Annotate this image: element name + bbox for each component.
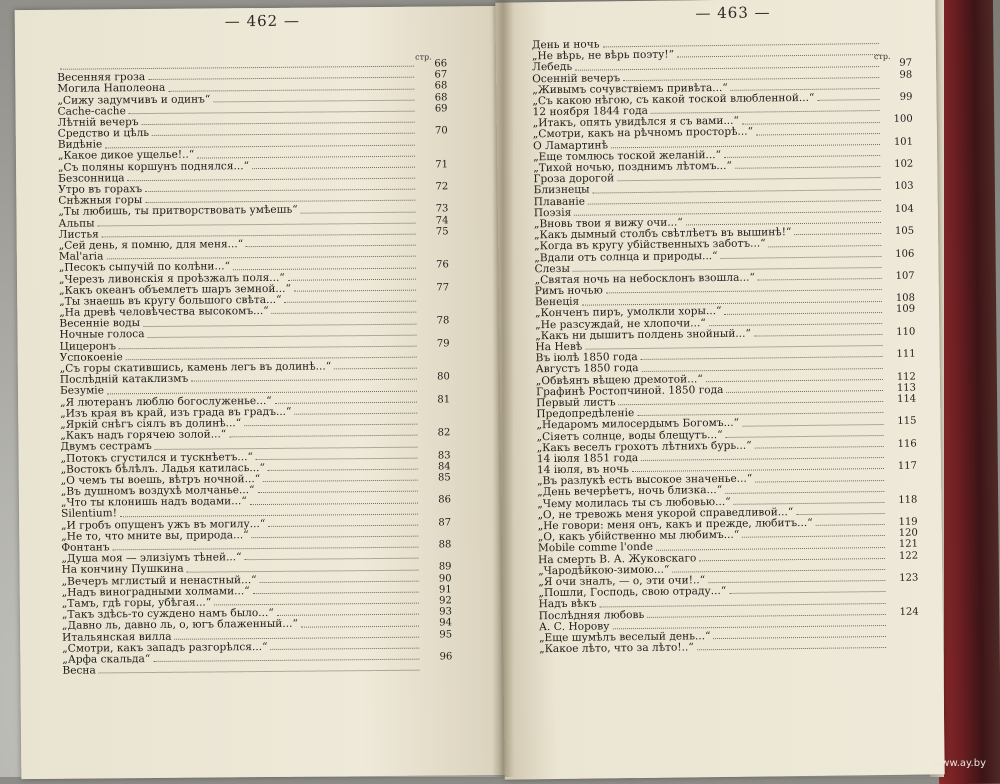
toc-entry-title: Весна [62, 666, 95, 677]
toc-entry-title: „О, не тревожь меня укорой справедливой...“ [537, 507, 793, 521]
dot-leader [288, 272, 416, 280]
toc-page-number: 78 [419, 316, 449, 327]
dot-leader [721, 250, 882, 259]
toc-entry-title: „Въ душномъ воздухѣ молчанье...“ [61, 485, 255, 498]
toc-entry-title: Цицеронъ [60, 341, 116, 353]
toc-entry-title: Безуміе [60, 386, 104, 398]
toc-entry-title: Графинѣ Ростопчиной. 1850 года [536, 385, 724, 398]
dot-leader [641, 451, 884, 461]
dot-leader [632, 462, 884, 472]
toc-page-number: 84 [421, 461, 451, 472]
toc-page-number: 116 [887, 438, 917, 450]
dot-leader [713, 630, 886, 639]
dot-leader [755, 474, 884, 483]
toc-entry [539, 640, 919, 656]
toc-page-number: 122 [888, 550, 918, 562]
toc-page-number: 112 [886, 371, 916, 383]
toc-entry-title: 14 іюля 1851 года [537, 453, 638, 465]
toc-entry-title: „Сіяетъ солнце, воды блещутъ...“ [537, 430, 723, 443]
toc-page-number: 124 [889, 606, 919, 618]
column-label: стр. [874, 52, 891, 61]
toc-page-number: 74 [418, 215, 448, 226]
dot-leader [153, 653, 419, 662]
toc-entry-title: Слезы [534, 264, 569, 276]
dot-leader [742, 418, 883, 427]
dot-leader [592, 183, 880, 194]
dot-leader [756, 127, 880, 136]
toc-entry-title: „Я лютеранъ люблю богослуженье...“ [60, 396, 272, 409]
dot-leader [816, 518, 885, 526]
toc-entry-title: А. С. Норову [539, 621, 610, 633]
dot-leader [105, 138, 415, 148]
toc-page-number: 70 [418, 125, 448, 136]
dot-leader [637, 406, 883, 416]
toc-page-number: 111 [886, 349, 916, 361]
toc-entry-title: „Конченъ пиръ, умолкли хоры...“ [535, 306, 722, 319]
dot-leader [268, 463, 418, 471]
dot-leader [769, 239, 882, 247]
toc-page-number: 98 [882, 69, 912, 81]
dot-leader [233, 261, 416, 270]
toc-entry-title: Первый листъ [536, 397, 616, 409]
dot-leader [301, 619, 419, 627]
dot-leader [574, 205, 881, 216]
dot-leader [758, 272, 882, 281]
toc-page-number: 95 [422, 629, 452, 640]
toc-entry-title: Поэзія [534, 208, 572, 220]
toc-page-number: 121 [888, 539, 918, 551]
toc-entry-title: Осенній вечеръ [532, 73, 620, 85]
dot-leader [699, 552, 885, 561]
toc-page-number: 75 [419, 226, 449, 237]
dot-leader [697, 641, 886, 650]
toc-entry-title: „Тамъ, гдѣ горы, убѣгая...“ [62, 597, 211, 610]
dot-leader [277, 608, 419, 616]
dot-leader [256, 451, 418, 459]
toc-page-number: 79 [420, 338, 450, 349]
dot-leader [268, 519, 418, 527]
toc-page-number: 86 [421, 495, 451, 506]
dot-leader [257, 485, 417, 493]
dot-leader [755, 440, 884, 449]
dot-leader [641, 350, 883, 360]
dot-leader [60, 60, 414, 70]
toc-entry-title: Mal'aria [59, 252, 104, 264]
dot-leader [708, 574, 885, 583]
toc-entry-title: „Песокъ сыпучій по колѣни...“ [59, 262, 230, 275]
toc-page-number: 97 [882, 58, 912, 70]
dot-leader [120, 507, 418, 517]
toc-entry-title: „Давно ль, давно ль, о, югъ блаженный...“ [62, 619, 298, 632]
dot-leader [97, 216, 415, 226]
toc-page-number: 82 [420, 428, 450, 439]
dot-leader [253, 586, 419, 594]
toc-page-number: 66 [417, 58, 447, 69]
dot-leader [706, 373, 883, 382]
toc-page-number: 106 [884, 248, 914, 260]
dot-leader [742, 529, 885, 538]
toc-page-number: 72 [418, 181, 448, 192]
dot-leader [754, 328, 883, 337]
dot-leader [725, 485, 884, 494]
toc-entry-title: „И гробъ опущенъ ужъ въ могилу...“ [61, 519, 265, 532]
toc-page-number: 120 [888, 528, 918, 540]
right-page [495, 0, 944, 780]
dot-leader [213, 93, 414, 102]
toc-entry-title: „Какое лѣто, что за лѣто!..“ [539, 642, 694, 655]
dot-leader [197, 149, 415, 158]
dot-leader [155, 440, 418, 449]
dot-leader [275, 395, 417, 403]
toc-entry-title: „Смотри, какъ западъ разгорѣлся...“ [62, 642, 267, 655]
toc-entry-title: „Еще томлюсь тоской желаній...“ [533, 150, 721, 163]
toc-entry-title: Лебедь [532, 62, 572, 74]
toc-page-number: 96 [422, 651, 452, 662]
toc-entry-title: „Какъ веселъ грохотъ лѣтнихъ бурь...“ [537, 440, 752, 454]
dot-leader [126, 351, 417, 361]
dot-leader [145, 194, 415, 203]
toc-entry-title: „Не говори: меня онъ, какъ и прежде, любитъ...“ [538, 518, 813, 533]
toc-entry-title: „Душа моя — элизіумъ тѣней...“ [61, 552, 241, 565]
toc-entry-title: „Какъ дымный столбъ свѣтлѣетъ въ вышинѣ!“ [534, 227, 791, 241]
toc-entry-title: „Чародѣйкою-зимою...“ [538, 564, 669, 577]
toc-entry-title: „О чемъ ты воешь, вѣтръ ночной...“ [61, 474, 260, 487]
dot-leader [129, 105, 415, 114]
dot-leader [145, 183, 415, 192]
dot-leader [102, 228, 416, 238]
toc-page-number: 91 [422, 584, 452, 595]
toc-entry-title: Плаваніе [534, 196, 585, 208]
dot-leader [647, 608, 886, 618]
dot-leader [270, 642, 419, 650]
dot-leader [794, 227, 881, 235]
toc-entry-title: „Ты любишь, ты притворствовать умѣешь“ [58, 205, 297, 218]
book-gutter [492, 0, 514, 777]
toc-entry-title: „День вечерѣетъ, ночь близка...“ [537, 485, 722, 498]
toc-page-number: 103 [883, 181, 913, 193]
dot-leader [623, 71, 879, 81]
dot-leader [272, 306, 417, 314]
toc-page-number: 107 [885, 271, 915, 283]
dot-leader [113, 541, 419, 551]
toc-entry-title: „Не то, что мните вы, природа...“ [61, 530, 248, 543]
toc-page-number: 109 [885, 304, 915, 316]
toc-page-number: 69 [417, 103, 447, 114]
toc-entry-title: Успокоеніе [60, 352, 123, 364]
toc-entry-title: „Съ горы скатившись, камень легъ въ долинѣ...“ [60, 361, 331, 375]
toc-entry-title: „Я очи зналъ, — о, эти очи!..“ [538, 575, 705, 588]
dot-leader [334, 362, 417, 370]
toc-entry-title: Надъ вѣкъ [539, 599, 597, 611]
toc-page-number: 80 [420, 372, 450, 383]
toc-entry-title: „Не разсуждай, не хлопочи...“ [535, 318, 706, 331]
dot-leader [602, 37, 878, 47]
toc-entry-title: О Ламартинѣ [533, 140, 608, 152]
toc-entry-title: „Сижу задумчивъ и одинъ“ [57, 94, 210, 107]
toc-entry-title: „Потокъ сгустился и тускнѣетъ...“ [61, 452, 253, 465]
toc-entry-title: „Когда въ кругу убійственныхъ заботъ...“ [534, 239, 765, 253]
toc-page-number: 100 [883, 114, 913, 126]
dot-leader [128, 172, 416, 182]
toc-entry-title: Близнецы [534, 185, 590, 197]
toc-page-number: 117 [887, 461, 917, 473]
dot-leader [142, 116, 415, 125]
toc-page-number: 94 [422, 618, 452, 629]
toc-page-number: 105 [884, 226, 914, 238]
toc-entry-title: На Невѣ [535, 342, 582, 354]
toc-page-number: 110 [885, 326, 915, 338]
toc-page-number: 115 [886, 416, 916, 428]
dot-leader [252, 161, 415, 169]
toc-page-number: 67 [417, 70, 447, 81]
dot-leader [709, 317, 882, 326]
page-number-header: — 463 — [695, 3, 770, 22]
toc-entry-title: Весенняя гроза [57, 72, 145, 84]
dot-leader [174, 630, 419, 639]
toc-entry-title: „Пошли, Господь, свою отраду...“ [538, 586, 726, 599]
dot-leader [686, 216, 881, 225]
dot-leader [245, 552, 419, 561]
dot-leader [672, 563, 885, 573]
toc-page-number: 93 [422, 607, 452, 618]
toc-page-number: 104 [884, 203, 914, 215]
toc-page-number: 102 [883, 159, 913, 171]
dot-leader [817, 93, 879, 101]
toc-entry-title: Утро въ горахъ [58, 184, 142, 196]
toc-entry-title: Римъ ночью [535, 286, 603, 298]
toc-entry-title: Послѣдній катаклизмъ [60, 374, 188, 386]
dot-leader [148, 328, 417, 337]
toc-page-number: 83 [421, 450, 451, 461]
toc-entry-title: Фонтанъ [61, 542, 109, 554]
toc-entry-title: „Арфа скальда“ [62, 654, 150, 666]
toc-entry-title: Листья [59, 229, 99, 241]
toc-entry-title: Средство и цѣль [58, 128, 149, 140]
page-number-header: — 462 — [225, 12, 300, 31]
toc-list [532, 36, 919, 656]
dot-leader [285, 295, 417, 303]
dot-leader [656, 541, 885, 551]
toc-entry-title: „Вдали отъ солнца и природы...“ [534, 251, 717, 264]
toc-page-number: 119 [888, 517, 918, 529]
dot-leader [301, 205, 416, 213]
toc-entry-title: „Съ поляны коршунъ поднялся...“ [58, 161, 249, 174]
toc-entry-title: „Вновь твои я вижу очи...“ [534, 217, 683, 230]
toc-entry-title: „Недаромъ милосердымъ Богомъ...“ [536, 418, 739, 432]
dot-leader [582, 295, 882, 306]
dot-leader [250, 496, 418, 504]
toc-page-number: 77 [419, 282, 449, 293]
toc-entry-title: „Какъ ни дышитъ полдень знойный...“ [535, 328, 751, 342]
toc-entry-title: Видѣніе [58, 140, 103, 152]
toc-entry-title: 14 іюля, въ ночь [537, 464, 629, 476]
dot-leader [252, 530, 419, 538]
toc-entry-title: Гроза дорогой [533, 174, 614, 186]
toc-entry-title: День и ночь [532, 39, 600, 51]
toc-page-number: 92 [422, 595, 452, 606]
toc-page-number: 73 [418, 204, 448, 215]
toc-entry-title: Ночные голоса [59, 330, 144, 342]
dot-leader [735, 160, 880, 169]
toc-page-number: 90 [422, 573, 452, 584]
toc-page-number: 118 [887, 494, 917, 506]
toc-entry-title: „Не вѣрь, не вѣрь поэту!“ [532, 50, 674, 63]
toc-entry-title: „Чему молилась ты съ любовью...“ [537, 497, 730, 511]
toc-entry-title: „Еще шумѣлъ веселый день...“ [539, 631, 711, 644]
dot-leader [107, 384, 417, 394]
dot-leader [263, 474, 418, 482]
watermark: www.ay.by [933, 758, 986, 769]
dot-leader [152, 127, 415, 136]
dot-leader [99, 664, 420, 674]
toc-page-number: 81 [420, 394, 450, 405]
toc-entry-title: 12 ноября 1844 года [533, 106, 648, 119]
toc-entry-title: Послѣдняя любовь [539, 609, 645, 621]
dot-leader [796, 507, 884, 515]
toc-entry-title: На смерть В. А. Жуковскаго [538, 553, 696, 566]
toc-entry-title: „О, какъ убійственно мы любимъ...“ [538, 530, 740, 544]
toc-entry-title: Лѣтній вечеръ [58, 117, 139, 129]
dot-leader [246, 239, 416, 247]
toc-entry-title: „Вечеръ мглистый и ненастный...“ [62, 575, 257, 588]
toc-page-number: 114 [886, 394, 916, 406]
dot-leader [187, 563, 419, 572]
toc-entry-title: Silentium! [61, 509, 117, 521]
dot-leader [588, 194, 881, 205]
dot-leader [244, 418, 417, 427]
dot-leader [729, 585, 885, 594]
dot-leader [148, 71, 414, 80]
toc-page-number: 88 [421, 539, 451, 550]
toc-page-number: 68 [417, 81, 447, 92]
toc-page-number: 108 [885, 293, 915, 305]
dot-leader [168, 82, 414, 91]
toc-entry-title: „Черезъ ливонскія я проѣзжалъ поля...“ [59, 272, 285, 285]
toc-entry-title: „Обвѣянъ вѣщею дремотой...“ [536, 374, 703, 387]
toc-entry-title: Mobile comme l'onde [538, 542, 653, 555]
toc-page-number: 89 [421, 562, 451, 573]
toc-entry-title: Безсонница [58, 173, 125, 185]
toc-page-number: 113 [886, 382, 916, 394]
toc-page-number: 68 [417, 92, 447, 103]
dot-leader [651, 104, 880, 114]
toc-entry-title: „Итакъ, опять увидѣлся я съ вами...“ [533, 116, 739, 130]
dot-leader [731, 82, 880, 91]
dot-leader [294, 407, 417, 415]
toc-entry-title: „Въ разлукѣ есть высокое значенье...“ [537, 474, 752, 488]
dot-leader [726, 384, 883, 393]
toc-entry-title: Августъ 1850 года [536, 363, 639, 375]
toc-entry-title: „Какое дикое ущелье!..“ [58, 150, 194, 162]
dot-leader [641, 362, 882, 372]
toc-entry-title: Итальянская вилла [62, 631, 171, 643]
dot-leader [726, 429, 884, 438]
dot-leader [260, 574, 419, 582]
dot-leader [294, 284, 416, 292]
toc-entry-title: „Сей день, я помню, для меня...“ [59, 239, 244, 252]
dot-leader [143, 317, 416, 326]
toc-entry-title: Могила Наполеона [57, 83, 165, 95]
toc-page-number: 123 [888, 573, 918, 585]
dot-leader [106, 250, 415, 260]
column-label: стр. [415, 53, 432, 62]
toc-entry-title: Cache-cache [57, 106, 125, 118]
toc-entry-title: „Такъ здѣсь-то суждено намъ было...“ [62, 608, 274, 621]
dot-leader [724, 149, 880, 158]
toc-entry-title: Снѣжныя горы [58, 195, 142, 207]
toc-page-number: 76 [419, 260, 449, 271]
toc-entry-title: „Ты знаешь въ кругу большого свѣта...“ [59, 295, 281, 308]
dot-leader [734, 496, 885, 505]
toc-entry-title: „Какъ океанъ объемлетъ шаръ земной...“ [59, 283, 291, 296]
dot-leader [119, 340, 417, 350]
dot-leader [742, 116, 880, 125]
toc-entry-title: „Надъ виноградными холмами...“ [62, 586, 250, 599]
dot-leader [724, 306, 882, 315]
left-page [15, 6, 512, 779]
dot-leader [677, 48, 879, 57]
toc-entry-title: Весенніе воды [59, 318, 140, 330]
toc-page-number: 101 [883, 136, 913, 148]
toc-entry-title: „Смотри, какъ на рѣчномъ просторѣ...“ [533, 127, 753, 141]
toc-entry-title: „Изъ края въ край, изъ града въ градъ...“ [60, 407, 291, 420]
toc-entry-title: Двумъ сестрамъ [60, 441, 151, 453]
dot-leader [612, 619, 885, 629]
toc-entry-title: „Съ какою нѣгою, съ какой тоской влюбленной...“ [532, 93, 814, 108]
toc-entry-title: „Какъ надъ горячею золой...“ [60, 429, 226, 442]
toc-page-number: 85 [421, 472, 451, 483]
toc-page-number: 87 [421, 517, 451, 528]
dot-leader [191, 373, 417, 382]
toc-entry-title: Предопредѣленіе [536, 408, 634, 420]
toc-entry-title: „Востокъ бѣлѣлъ. Ладья катилась...“ [61, 463, 265, 476]
dot-leader [214, 597, 419, 606]
toc-entry-title: „На древѣ человѣчества высокомъ...“ [59, 306, 268, 319]
toc-entry-title: „Что ты клонишь надъ водами...“ [61, 496, 247, 509]
dot-leader [229, 429, 417, 438]
toc-entry-title: Въ іюлѣ 1850 года [536, 352, 638, 364]
toc-entry-title: На кончину Пушкина [61, 564, 183, 576]
toc-entry-title: „Святая ночь на небосклонъ взошла...“ [535, 272, 755, 286]
toc-entry-title: „Яркій снѣгъ сіялъ въ долинѣ...“ [60, 418, 241, 431]
toc-page-number: 71 [418, 159, 448, 170]
toc-entry-title: Альпы [58, 218, 94, 230]
toc-list [57, 58, 452, 677]
toc-entry-title: „Живымъ сочувствіемъ привѣта...“ [532, 83, 728, 97]
toc-page-number: 99 [882, 92, 912, 104]
toc-entry-title: „Тихой ночью, позднимъ лѣтомъ...“ [533, 161, 732, 175]
toc-entry-title: Венеція [535, 297, 579, 309]
